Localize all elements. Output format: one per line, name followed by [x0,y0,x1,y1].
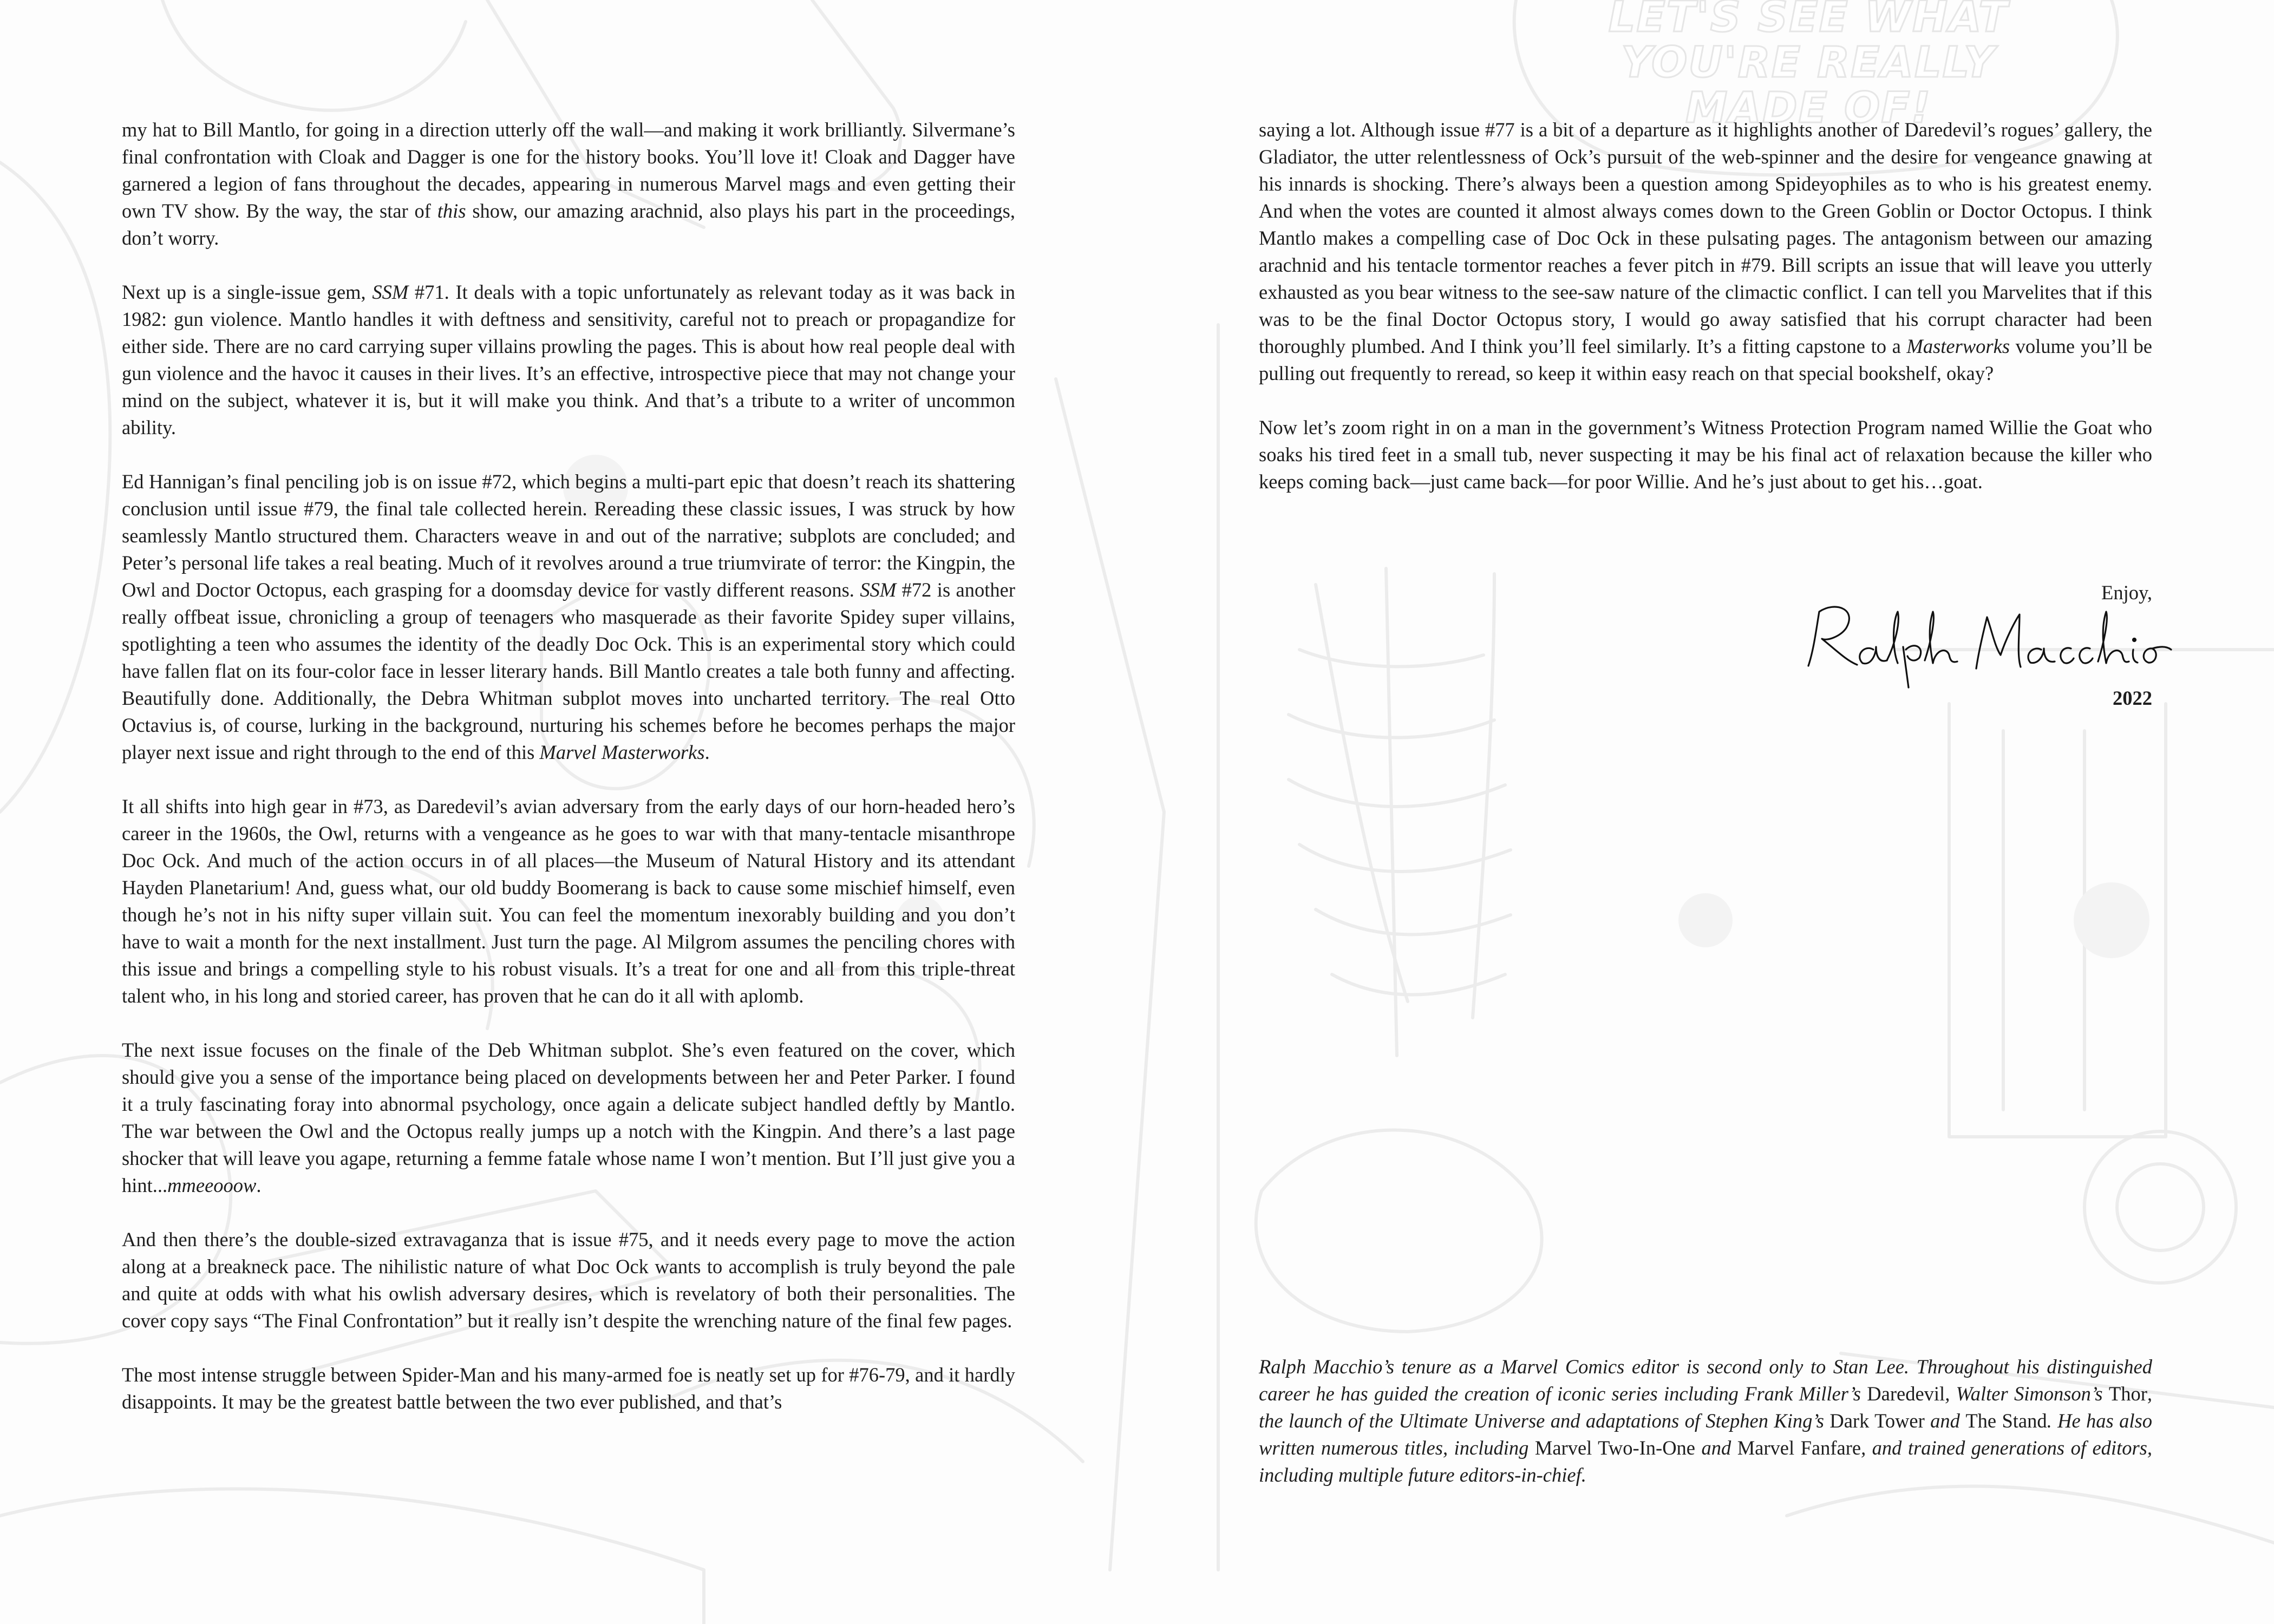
paragraph: It all shifts into high gear in #73, as Daredevil’s avian adversary from the early days of our horn-headed hero’s career in the 1960s, the Owl, returns with a vengeance as he goes to war with that many-tentacle misanthrope Doc Ock. And much of the action occurs in of all places—the Museum of Natural History and its attendant Hayden Planetarium! And, guess what, our old buddy Boomerang is back to cause some mischief himself, even though he’s not in his nifty super villain suit. You can feel the momentum inexorably building and you don’t have to wait a month for the next installment. Just turn the page. Al Milgrom assumes the penciling chores with this issue and brings a compelling style to his robust visuals. It’s a treat for one and all from this triple-threat talent who, in his long and storied career, has proven that he can do it all with aplomb. [122,795,1015,1007]
paragraph: Next up is a single-issue gem, SSM #71. It deals with a topic unfortunately as relevant today as it was back in 1982: gun violence. Mantlo handles it with deftness and sensitivity, careful not to preach or propagandize for either side. There are no card carrying super villains prowling the pages. This is about how real people deal with gun violence and the havoc it causes in their lives. It’s an effective, introspective piece that may not change your mind on the subject, whatever it is, but it will make you think. And that’s a tribute to a writer of uncommon ability. [122,281,1015,438]
balloon-line: LET'S SEE WHAT [1608,0,2009,42]
paragraph: The most intense struggle between Spider-Man and his many-armed foe is neatly set up for #76-79, and it hardly disappoints. It may be the greatest battle between the two ever published, and that’s [122,1364,1015,1413]
paragraph: And then there’s the double-sized extravaganza that is issue #75, and it needs every page to move the action along at a breakneck pace. The nihilistic nature of what Doc Ock wants to accomplish is truly beyond the pale and quite at odds with what his owlish adversary desires, which is revelatory of both their personalities. The cover copy says “The Final Confrontation” but it really isn’t despite the wrenching nature of the final few pages. [122,1228,1015,1332]
paragraph: The next issue focuses on the finale of the Deb Whitman subplot. She’s even featured on the cover, which should give you a sense of the importance being placed on developments between her and Peter Parker. I found it a truly fascinating foray into abnormal psychology, once again a delicate subject handled deftly by Mantlo. The war between the Owl and the Octopus really jumps up a notch with the Kingpin. And there’s a last page shocker that will leave you agape, returning a femme fatale whose name I won’t mention. But I’ll just give you a hint...mmeeooow. [122,1039,1015,1196]
right-page-column [1259,116,2152,495]
paragraph: saying a lot. Although issue #77 is a bit of a departure as it highlights another of Daredevil’s rogues’ gallery, the Gladiator, the utter relentlessness of Ock’s pursuit of the web-spinner and the desire for vengeance gnawing at his innards is shocking. There’s always been a question among Spideyophiles as to who is his greatest enemy. And when the votes are counted it almost always comes down to the Green Goblin or Doctor Octopus. I think Mantlo makes a compelling case of Doc Ock in these pulsating pages. The antagonism between our amazing arachnid and his tentacle tormentor reaches a fever pitch in #79. Bill scripts an issue that will leave you utterly exhausted as you bear witness to the see-saw nature of the climactic conflict. I can tell you Marvelites that if this was to be the final Doctor Octopus story, I would go away satisfied that his corrupt character had been thoroughly plumbed. And I think you’ll feel similarly. It’s a fitting capstone to a Masterworks volume you’ll be pulling out frequently to reread, so keep it within easy reach on that special bookshelf, okay? [1259,119,2152,384]
closing-salutation: Enjoy, [2101,581,2152,604]
paragraph: Ed Hannigan’s final penciling job is on issue #72, which begins a multi-part epic that doesn’t reach its shattering conclusion until issue #79, the final tale collected herein. Rereading these classic issues, I was struck by how seamlessly Mantlo structured them. Characters weave in and out of the narrative; subplots are concluded; and Peter’s personal life takes a real beating. Much of it revolves around a true triumvirate of terror: the Kingpin, the Owl and Doctor Octopus, each grasping for a doomsday device for vastly different reasons. SSM #72 is another really offbeat issue, chronicling a group of teenagers who masquerade as their favorite Spidey super villains, spotlighting a teen who assumes the identity of the deadly Doc Ock. This is an experimental story which could have fallen flat on its four-color face in lesser literary hands. Bill Mantlo creates a tale both funny and affecting. Beautifully done. Additionally, the Debra Whitman subplot moves into uncharted territory. The real Otto Octavius is, of course, lurking in the background, nurturing his schemes before he becomes perhaps the major player next issue and right through to the end of this Marvel Masterworks. [122,470,1015,763]
balloon-line: YOU'RE REALLY [1621,38,1996,87]
author-bio: Ralph Macchio’s tenure as a Marvel Comics editor is second only to Stan Lee. Throughout his distinguished career he has guided the creation of iconic series including Frank Miller’s Daredevil, Walter Simonson’s Thor, the launch of the Ultimate Universe and adaptations of Stephen King’s Dark Tower and The Stand. He has also written numerous titles, including Marvel Two-In-One and Marvel Fanfare, and trained generations of editors, including multiple future editors-in-chief. [1259,1355,2152,1486]
left-page-column [122,116,1015,1416]
balloon-line: MADE OF! [1685,84,1932,133]
speech-balloon-text [1559,0,2057,131]
paragraph: my hat to Bill Mantlo, for going in a direction utterly off the wall—and making it work brilliantly. Silvermane’s final confrontation with Cloak and Dagger is one for the history books. You’ll love it! Cloak and Dagger have garnered a legion of fans throughout the decades, appearing in numerous Marvel mags and even getting their own TV show. By the way, the star of this show, our amazing arachnid, also plays his part in the proceedings, don’t worry. [122,119,1015,249]
signature-year: 2022 [2113,687,2152,709]
paragraph: Now let’s zoom right in on a man in the government’s Witness Protection Program named Willie the Goat who soaks his tired feet in a small tub, never suspecting it may be his final act of relaxation because the killer who keeps coming back—just came back—for poor Willie. And he’s just about to get his…goat. [1259,416,2152,493]
